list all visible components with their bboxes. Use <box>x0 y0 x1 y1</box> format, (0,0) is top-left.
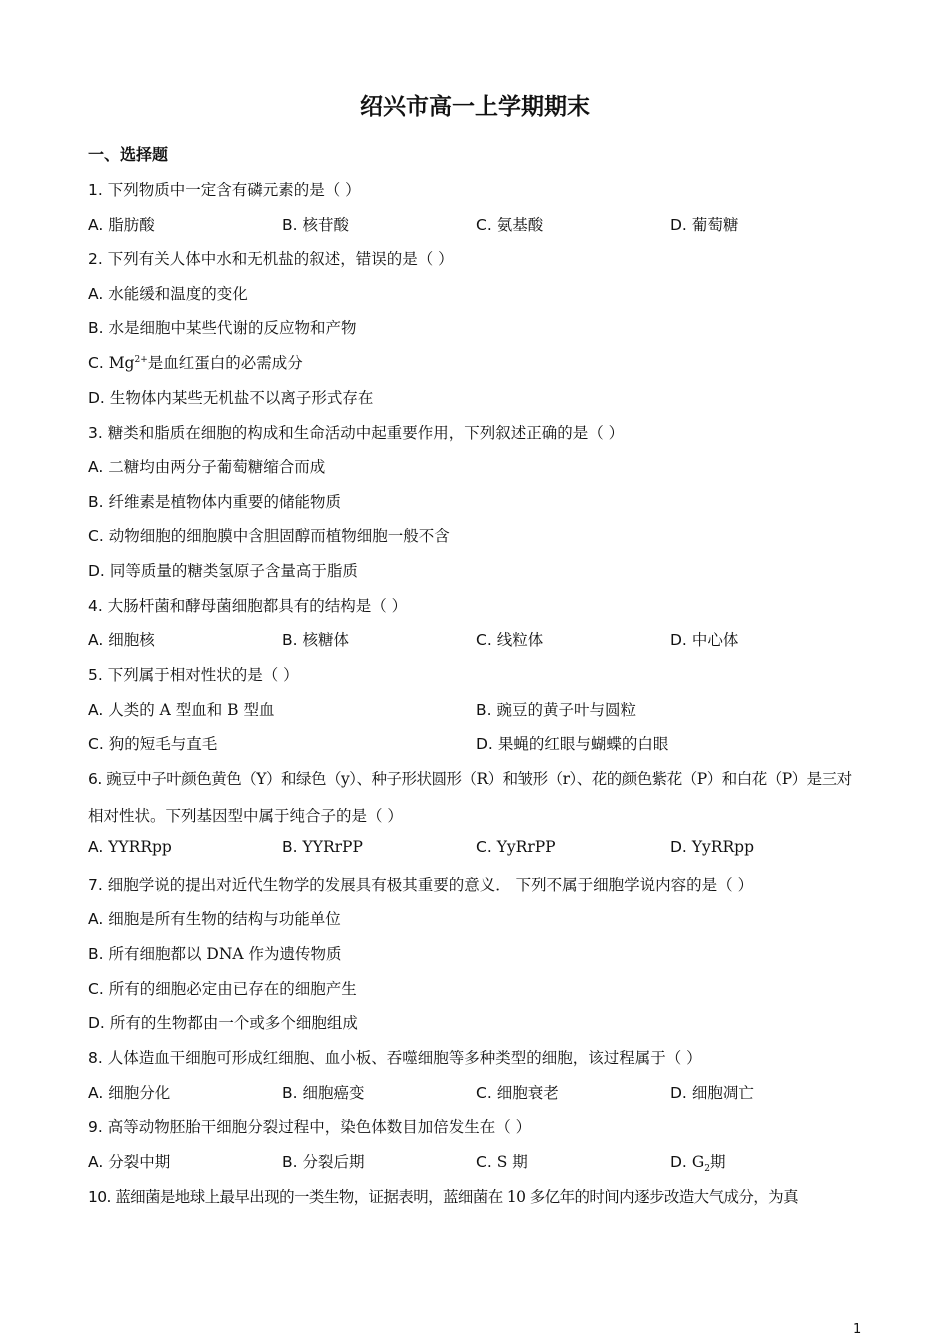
q3-option-a: A. 二糖均由两分子葡萄糖缩合而成 <box>88 458 326 476</box>
q9-option-d: D. $G_2$期 <box>670 1153 726 1175</box>
q3-option-d: D. 同等质量的糖类氢原子含量高于脂质 <box>88 562 358 580</box>
section-heading: 一、选择题 <box>88 145 169 164</box>
question-stem: 人体造血干细胞可形成红细胞、血小板、吞噬细胞等多种类型的细胞，该过程属于（ ） <box>107 1049 702 1067</box>
q1-option-b: B. 核苷酸 <box>282 216 350 234</box>
q9-option-c: C. S 期 <box>476 1153 528 1171</box>
question-number: 10. <box>88 1188 111 1206</box>
q7-option-a: A. 细胞是所有生物的结构与功能单位 <box>88 910 341 928</box>
question-8 <box>88 1046 702 1068</box>
question-number: 5. <box>88 666 103 684</box>
question-stem: 相对性状。下列基因型中属于纯合子的是（ ） <box>88 807 403 825</box>
question-stem: 下列属于相对性状的是（ ） <box>107 666 299 684</box>
question-number: 7. <box>88 876 103 894</box>
q4-option-c: C. 线粒体 <box>476 631 544 649</box>
question-stem: 高等动物胚胎干细胞分裂过程中，染色体数目加倍发生在（ ） <box>107 1118 532 1136</box>
q1-option-d: D. 葡萄糖 <box>670 216 739 234</box>
question-stem: 蓝细菌是地球上最早出现的一类生物，证据表明，蓝细菌在 10 多亿年的时间内逐步改造大气成分，为真 <box>115 1188 798 1206</box>
q1-option-c: C. 氨基酸 <box>476 216 544 234</box>
question-6-continued <box>88 804 403 826</box>
question-stem: 细胞学说的提出对近代生物学的发展具有极其重要的意义． 下列不属于细胞学说内容的是（ ） <box>107 876 754 894</box>
question-1 <box>88 178 361 200</box>
q2-option-b: B. 水是细胞中某些代谢的反应物和产物 <box>88 319 357 337</box>
question-number: 9. <box>88 1118 103 1136</box>
question-9 <box>88 1115 531 1137</box>
q4-option-b: B. 核糖体 <box>282 631 350 649</box>
q8-option-c: C. 细胞衰老 <box>476 1084 559 1102</box>
q6-option-c: C. YyRrPP <box>476 838 556 856</box>
question-stem: 糖类和脂质在细胞的构成和生命活动中起重要作用，下列叙述正确的是（ ） <box>107 424 625 442</box>
q8-option-d: D. 细胞凋亡 <box>670 1084 754 1102</box>
q9-option-a: A. 分裂中期 <box>88 1153 171 1171</box>
question-stem: 下列有关人体中水和无机盐的叙述，错误的是（ ） <box>107 250 454 268</box>
q7-option-c: C. 所有的细胞必定由已存在的细胞产生 <box>88 980 357 998</box>
q5-option-c: C. 狗的短毛与直毛 <box>88 735 218 753</box>
question-2 <box>88 247 454 269</box>
question-stem: 下列物质中一定含有磷元素的是（ ） <box>107 181 361 199</box>
question-number: 2. <box>88 250 103 268</box>
q4-option-d: D. 中心体 <box>670 631 739 649</box>
question-number: 8. <box>88 1049 103 1067</box>
q7-option-b: B. 所有细胞都以 DNA 作为遗传物质 <box>88 945 342 963</box>
question-stem: 豌豆中子叶颜色黄色（Y）和绿色（y）、种子形状圆形（R）和皱形（r）、花的颜色紫花（P）和白花（P）是三对 <box>106 770 852 788</box>
q6-option-b: B. YYRrPP <box>282 838 363 856</box>
q2-option-a: A. 水能缓和温度的变化 <box>88 285 248 303</box>
question-stem: 大肠杆菌和酵母菌细胞都具有的结构是（ ） <box>107 597 408 615</box>
q2-option-c: C. $Mg^{2+}$是血红蛋白的必需成分 <box>88 354 303 372</box>
page-number: 1 <box>853 1322 862 1337</box>
q8-option-a: A. 细胞分化 <box>88 1084 171 1102</box>
q9-option-b: B. 分裂后期 <box>282 1153 365 1171</box>
q6-option-a: A. YYRRpp <box>88 838 172 856</box>
q1-option-a: A. 脂肪酸 <box>88 216 155 234</box>
question-4 <box>88 594 407 616</box>
q3-option-b: B. 纤维素是植物体内重要的储能物质 <box>88 493 342 511</box>
q5-option-b: B. 豌豆的黄子叶与圆粒 <box>476 701 637 719</box>
question-7 <box>88 873 753 895</box>
q2-option-d: D. 生物体内某些无机盐不以离子形式存在 <box>88 389 374 407</box>
question-number: 4. <box>88 597 103 615</box>
question-5 <box>88 663 299 685</box>
q5-option-d: D. 果蝇的红眼与蝴蝶的白眼 <box>476 735 669 753</box>
question-number: 3. <box>88 424 103 442</box>
q4-option-a: A. 细胞核 <box>88 631 155 649</box>
q5-option-a: A. 人类的 A 型血和 B 型血 <box>88 701 275 719</box>
q7-option-d: D. 所有的生物都由一个或多个细胞组成 <box>88 1014 358 1032</box>
q3-option-c: C. 动物细胞的细胞膜中含胆固醇而植物细胞一般不含 <box>88 527 450 545</box>
question-10 <box>88 1185 798 1207</box>
question-number: 1. <box>88 181 103 199</box>
page-title: 绍兴市高一上学期期末 <box>360 94 590 120</box>
q6-option-d: D. YyRRpp <box>670 838 754 856</box>
question-6 <box>88 767 852 789</box>
question-3 <box>88 421 624 443</box>
q8-option-b: B. 细胞癌变 <box>282 1084 365 1102</box>
question-number: 6. <box>88 770 102 788</box>
